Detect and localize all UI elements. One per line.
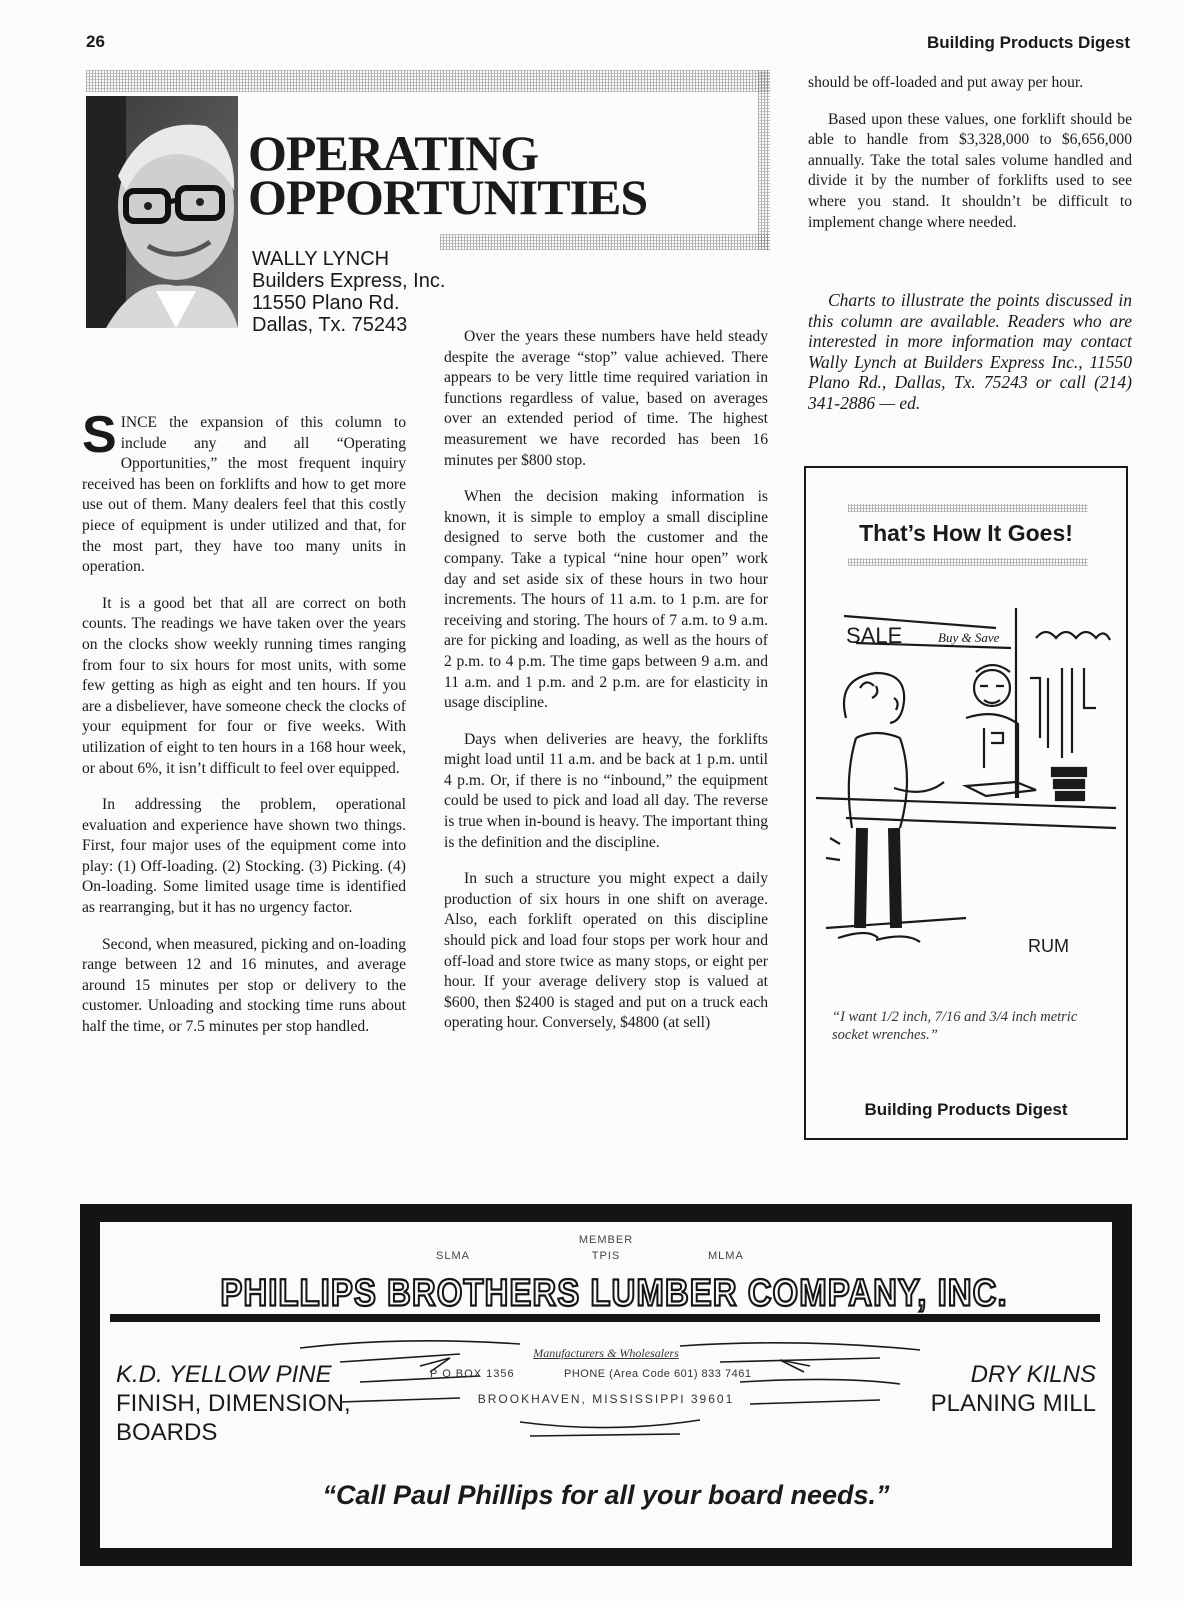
paragraph: Days when deliveries are heavy, the forklifts might load until 11 a.m. and be back at 1 p.m. until 4 p.m. Or, if there is no “inbound,” the equipment could be used to pick and load all day. The reverse is true when in-bound is heavy. The important thing is the definition and the discipline.	[444, 730, 768, 851]
ad-member-label: MEMBER	[578, 1234, 634, 1246]
ad-company-name: PHILLIPS BROTHERS LUMBER COMPANY, INC.	[220, 1271, 1008, 1314]
advertisement	[80, 1204, 1132, 1566]
paragraph: Based upon these values, one forklift should be able to handle from $3,328,000 to $6,656,000 annually. Take the total sales volume handled and divide it by the number of forklifts used to see where you stand. It shouldn’t be difficult to implement change where needed.	[808, 110, 1132, 231]
cartoon-footer: Building Products Digest	[864, 1100, 1068, 1119]
article-column-1	[82, 406, 406, 1054]
author-photo	[86, 96, 238, 328]
ad-woodgrain-decoration	[280, 1326, 940, 1446]
author-portrait-image	[86, 96, 238, 328]
paragraph: In such a structure you might expect a daily production of six hours in one shift on average. Also, each forklift operated on this discipline should pick and load four stops per work hour and off-load and store twice as many stops, or eight per hour. If your average delivery stop is valued at $600, then $2400 is staged and put on a truck each operating hour. Conversely, $4800 (at sell)	[444, 870, 768, 1032]
ad-left-text	[116, 1360, 351, 1447]
ad-product-boards: BOARDS	[116, 1419, 218, 1446]
author-address: 11550 Plano Rd.	[252, 292, 400, 314]
paragraph: Second, when measured, picking and on-loading range between 12 and 16 minutes, and average around 15 minutes per stop or delivery to the customer. Unloading and stocking time runs about half the time, or 7.5 minutes per stop handled.	[82, 935, 406, 1036]
ad-assoc-center: TPIS	[591, 1250, 621, 1262]
cartoon-box	[804, 466, 1128, 1140]
cartoon-title-rule-bottom	[848, 558, 1088, 566]
cartoon-drawing	[816, 608, 1116, 968]
author-city: Dallas, Tx. 75243	[252, 314, 408, 336]
ad-city: BROOKHAVEN, MISSISSIPPI 39601	[477, 1392, 735, 1406]
cartoon-sign-scrawl: Buy & Save	[938, 630, 1000, 645]
ad-company-underline	[110, 1314, 1100, 1322]
title-frame-right	[758, 70, 770, 250]
ad-right-text	[931, 1360, 1096, 1418]
author-company: Builders Express, Inc.	[252, 270, 446, 292]
paragraph: Over the years these numbers have held steady despite the average “stop” value achieved. There appears to be very little time required variation in functions regardless of value, based on averages over an extended period of time. The highest measurement we have recorded has been 16 minutes per $800 stop.	[444, 328, 768, 469]
cartoon-caption: “I want 1/2 inch, 7/16 and 3/4 inch metric socket wrenches.”	[832, 1009, 1078, 1043]
drop-cap: S	[82, 406, 117, 464]
ad-tagline: Manufacturers & Wholesalers	[533, 1346, 679, 1360]
ad-assoc-left: SLMA	[436, 1250, 470, 1262]
author-name: WALLY LYNCH	[252, 248, 390, 270]
author-block	[252, 248, 445, 336]
title-frame-top	[86, 70, 770, 92]
paragraph: should be off-loaded and put away per hour.	[808, 74, 1084, 91]
ad-service-planing-mill: PLANING MILL	[930, 1390, 1096, 1417]
title-frame-bottom	[440, 234, 770, 250]
ad-phone: PHONE (Area Code 601) 833 7461	[564, 1368, 752, 1380]
article-title-line1: OPERATING	[248, 125, 539, 181]
page-number: 26	[86, 32, 105, 51]
cartoon-title: That’s How It Goes!	[859, 520, 1073, 546]
ad-po-box: P O BOX 1356	[430, 1368, 515, 1380]
article-title-line2: OPPORTUNITIES	[248, 169, 648, 225]
editor-note: Charts to illustrate the points discussed in this column are available. Readers who are interested in more information may contact Wally Lynch at Builders Express Inc., 11550 Plano Rd., Dallas, Tx. 75243 or call (214) 341-2886 — ed.	[808, 290, 1132, 413]
paragraph: SINCE the expansion of this column to include any and all “Operating Opportunities,” the most frequent inquiry received has been on forklifts and how to get more use out of them. Many dealers feel that this costly piece of equipment is under utilized and that, for the most part, they have too many units in operation.	[82, 406, 406, 576]
ad-assoc-right: MLMA	[708, 1250, 744, 1262]
cartoon-title-rule-top	[848, 504, 1088, 512]
ad-slogan: “Call Paul Phillips for all your board needs.”	[322, 1480, 890, 1510]
cartoon-sign-text: SALE	[846, 623, 903, 648]
publication-name: Building Products Digest	[926, 33, 1130, 52]
ad-inner-panel	[100, 1222, 1112, 1548]
ad-product-finish-dimension: FINISH, DIMENSION,	[116, 1390, 351, 1417]
article-column-2	[444, 327, 768, 1050]
ad-product-yellow-pine: K.D. YELLOW PINE	[116, 1361, 332, 1388]
cartoon-signature: RUM	[1028, 936, 1069, 956]
paragraph: When the decision making information is known, it is simple to employ a small discipline designed to serve both the customer and the company. Take a typical “nine hour open” work day and set aside six of these hours in two hour increments. The hours of 11 a.m. to 1 p.m. are for receiving and storing. The hours of 7 a.m. to 9 a.m. are for picking and loading, as well as the hours of 2 p.m. to 4 p.m. The time gaps between 9 a.m. and 11 a.m. and 1 p.m. and 2 p.m. are for elasticity in usage discipline.	[444, 488, 768, 712]
ad-service-dry-kilns: DRY KILNS	[970, 1361, 1096, 1388]
article-column-3	[808, 73, 1132, 249]
paragraph: It is a good bet that all are correct on both counts. The readings we have taken over the years on the clocks show weekly running times ranging from four to six hours for most units, with some few getting as high as eight and ten hours. If you are a disbeliever, have someone check the clocks of your equipment for four or five weeks. With utilization of eight to ten hours in a 168 hour week, or about 6%, it isn’t difficult to feel over equipped.	[82, 594, 406, 777]
paragraph: In addressing the problem, operational evaluation and experience have shown two things. First, four major uses of the equipment come into play: (1) Off-loading. (2) Stocking. (3) Picking. (4) On-loading. Some limited usage time is identified as rearranging, but it has no urgency factor.	[82, 796, 406, 917]
